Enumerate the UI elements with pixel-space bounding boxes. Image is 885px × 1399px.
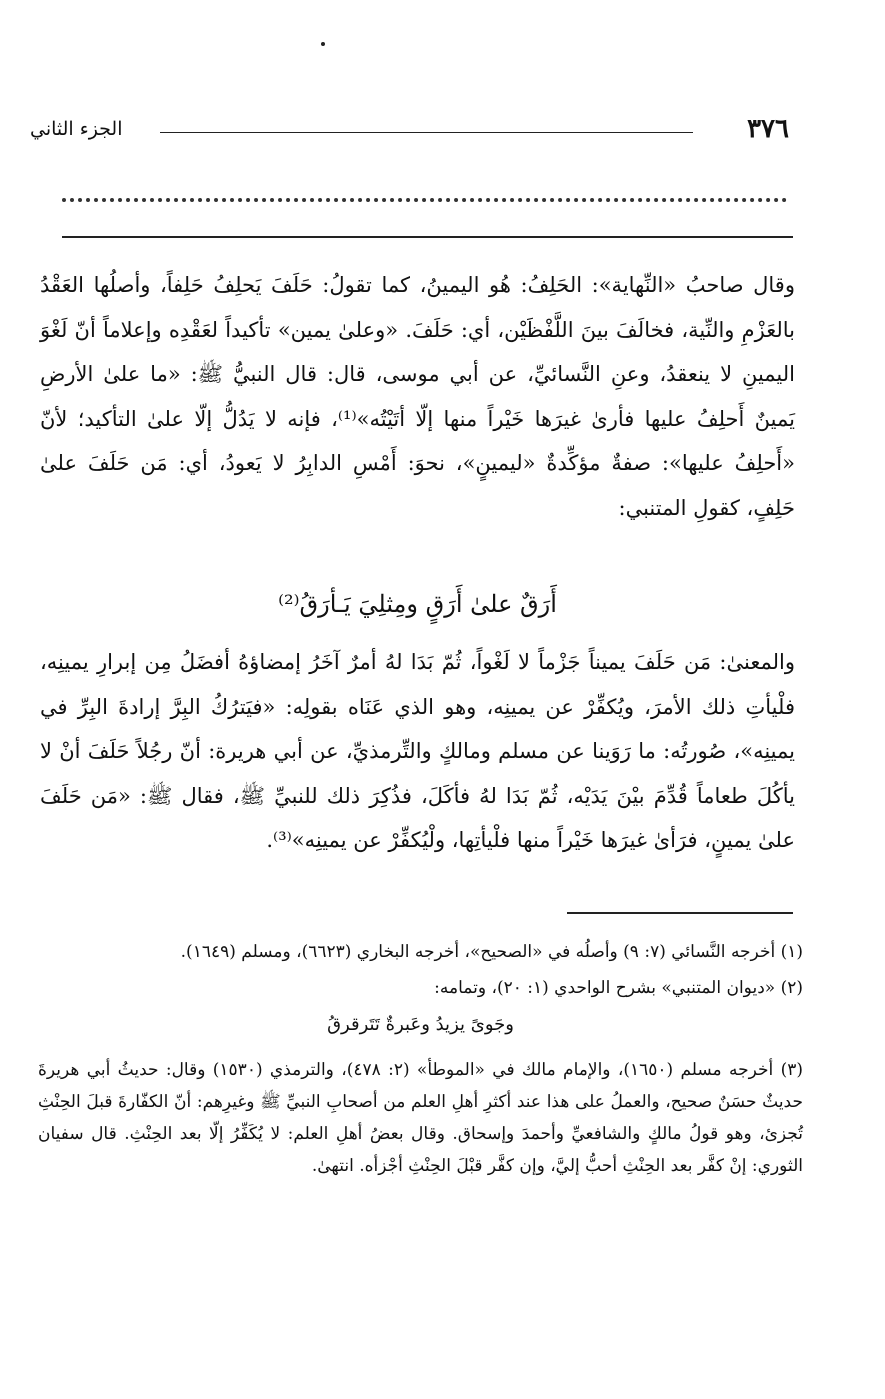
footnotes: [38, 936, 803, 1186]
main-text-block-2: [40, 640, 795, 863]
footnote-rule: [567, 912, 793, 914]
dotted-divider: [62, 198, 787, 202]
footnote-2-verse: وجَوىً يزيدُ وعَبرةٌ تَتَرقرقُ: [327, 1014, 514, 1035]
header-rule: [160, 132, 693, 133]
paragraph-2: والمعنىٰ: مَن حَلَفَ يميناً جَزْماً لا لَغْواً، ثُمّ بَدَا لهُ أمرٌ آخَرُ إمضاؤهُ أفضَلُ مِن إبرارِ يمينِه، فلْيأتِ ذلك الأمرَ، ويُكفِّرْ عن يمينِه، وهو الذي عَنَاه بقولِه: «فيَترُكُ البِرَّ إرادةَ البِرِّ في يمينِه»، صُورتُه: ما رَوَينا عن مسلم ومالكٍ والتِّرمذيِّ، عن أبي هريرة: أنّ رجُلاً حَلَفَ أنْ لا يأكُلَ طعاماً قُدِّمَ بيْنَ يَدَيْه، ثُمّ بَدَا لهُ فأكَلَ، فذُكِرَ ذلك للنبيِّ ﷺ، فقال ﷺ: «مَن حَلَفَ علىٰ يمينٍ، فرَأىٰ غيرَها خَيْراً منها فلْيأتِها، ولْيُكفِّرْ عن يمينِه»⁽³⁾.: [40, 650, 795, 852]
ink-dot: [321, 42, 325, 46]
poetry-verse: أَرَقٌ علىٰ أَرَقٍ ومِثلِيَ يَـأرَقُ⁽²⁾: [278, 590, 557, 618]
running-title: الجزء الثاني: [30, 118, 123, 140]
page-number: ٣٧٦: [747, 114, 789, 144]
footnote-3: (٣) أخرجه مسلم (١٦٥٠)، والإمام مالك في «الموطأ» (٢: ٤٧٨)، والترمذي (١٥٣٠) وقال: حديثُ أبي هريرةَ حديثٌ حسَنٌ صحيح، والعملُ على هذا عند أكثرِ أهلِ العلم من أصحابِ النبيِّ ﷺ وغيرِهم: أنّ الكفّارةَ قبلَ الحِنْثِ تُجزئ، وهو قولُ مالكٍ والشافعيِّ وأحمدَ وإسحاق. وقال بعضُ أهلِ العلم: لا يُكَفِّرُ إلّا بعد الحِنْثِ. قال سفيان الثوري: إنْ كفَّر بعد الحِنْثِ أحبُّ إليَّ، وإن كفَّر قبْلَ الحِنْثِ أجْزأه. انتهىٰ.: [38, 1060, 803, 1176]
main-text-block-1: [40, 263, 795, 530]
footnote-1: (١) أخرجه النَّسائي (٧: ٩) وأصلُه في «الصحيح»، أخرجه البخاري (٦٦٢٣)، ومسلم (١٦٤٩).: [180, 942, 803, 962]
footnote-2: (٢) «ديوان المتنبي» بشرح الواحدي (١: ٢٠)، وتمامه:: [434, 978, 803, 998]
page-header: [0, 112, 885, 152]
paragraph-1: وقال صاحبُ «النِّهاية»: الحَلِفُ: هُو اليمينُ، كما تقولُ: حَلَفَ يَحلِفُ حَلِفاً، وأصلُها العَقْدُ بالعَزْمِ والنِّية، فخالَفَ بينَ اللَّفْظَيْن، أي: حَلَفَ. «وعلىٰ يمين» تأكيداً لعَقْدِه وإعلاماً أنّ لَغْوَ اليمينِ لا ينعقدُ، وعنِ النَّسائيِّ، عن أبي موسى، قال: قال النبيُّ ﷺ: «ما علىٰ الأرضِ يَمينٌ أَحلِفُ عليها فأرىٰ غيرَها خَيْراً منها إلّا أتَيْتُه»⁽¹⁾، فإنه لا يَدُلُّ إلّا علىٰ التأكيد؛ لأنّ «أَحلِفُ عليها»: صفةٌ مؤكِّدةٌ «ليمينٍ»، نحوَ: أَمْسِ الدابِرُ لا يَعودُ، أي: مَن حَلَفَ علىٰ حَلِفٍ، كقولِ المتنبي:: [40, 273, 795, 520]
section-rule: [62, 236, 793, 238]
